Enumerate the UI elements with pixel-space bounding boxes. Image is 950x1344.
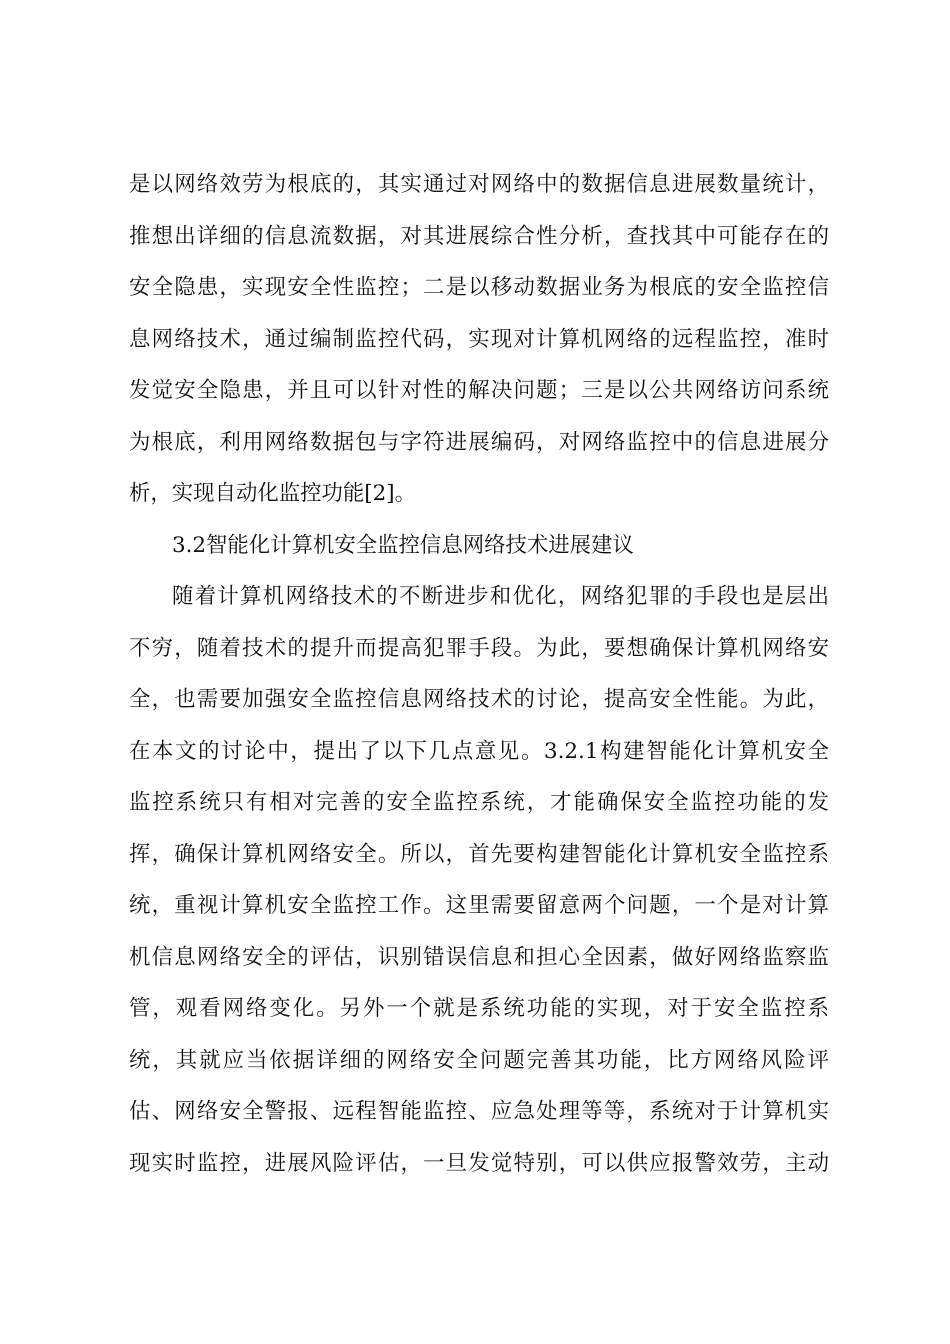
paragraph-2 [129, 571, 829, 1189]
text-line: 统，其就应当依据详细的网络安全问题完善其功能，比方网络风险评 [129, 1047, 829, 1073]
text-line: 安全隐患，实现安全性监控；二是以移动数据业务为根底的安全监控信 [129, 275, 829, 300]
text-line: 估、网络安全警报、远程智能监控、应急处理等等，系统对于计算机实 [129, 1099, 829, 1124]
text-line: 统，重视计算机安全监控工作。这里需要留意两个问题，一个是对计算 [129, 893, 829, 918]
text-line: 随着计算机网络技术的不断进步和优化，网络犯罪的手段也是层出 [172, 584, 829, 609]
text-line: 析，实现自动化监控功能[2]。 [129, 481, 416, 506]
text-line: 管，观看网络变化。另外一个就是系统功能的实现，对于安全监控系 [129, 996, 829, 1021]
text-line: 是以网络效劳为根底的，其实通过对网络中的数据信息进展数量统计， [129, 172, 829, 197]
text-line: 不穷，随着技术的提升而提高犯罪手段。为此，要想确保计算机网络安 [129, 635, 829, 661]
text-line: 发觉安全隐患，并且可以针对性的解决问题；三是以公共网络访问系统 [129, 378, 829, 403]
section-heading: 3.2智能化计算机安全监控信息网络技术进展建议 [172, 532, 634, 558]
text-line: 为根底，利用网络数据包与字符进展编码，对网络监控中的信息进展分 [129, 429, 829, 455]
text-line: 监控系统只有相对完善的安全监控系统，才能确保安全监控功能的发 [129, 790, 829, 815]
paragraph-1 [129, 159, 829, 520]
text-line: 全，也需要加强安全监控信息网络技术的讨论，提高安全性能。为此， [129, 687, 829, 712]
text-line: 现实时监控，进展风险评估，一旦发觉特别，可以供应报警效劳，主动 [129, 1150, 829, 1176]
text-line: 机信息网络安全的评估，识别错误信息和担心全因素，做好网络监察监 [129, 944, 829, 970]
text-line: 挥，确保计算机网络安全。所以，首先要构建智能化计算机安全监控系 [129, 841, 829, 867]
text-line: 在本文的讨论中，提出了以下几点意见。3.2.1构建智能化计算机安全 [129, 738, 829, 764]
text-line: 推想出详细的信息流数据，对其进展综合性分析，查找其中可能存在的 [129, 223, 829, 249]
text-line: 息网络技术，通过编制监控代码，实现对计算机网络的远程监控，准时 [129, 326, 829, 352]
document-body [129, 159, 829, 1189]
